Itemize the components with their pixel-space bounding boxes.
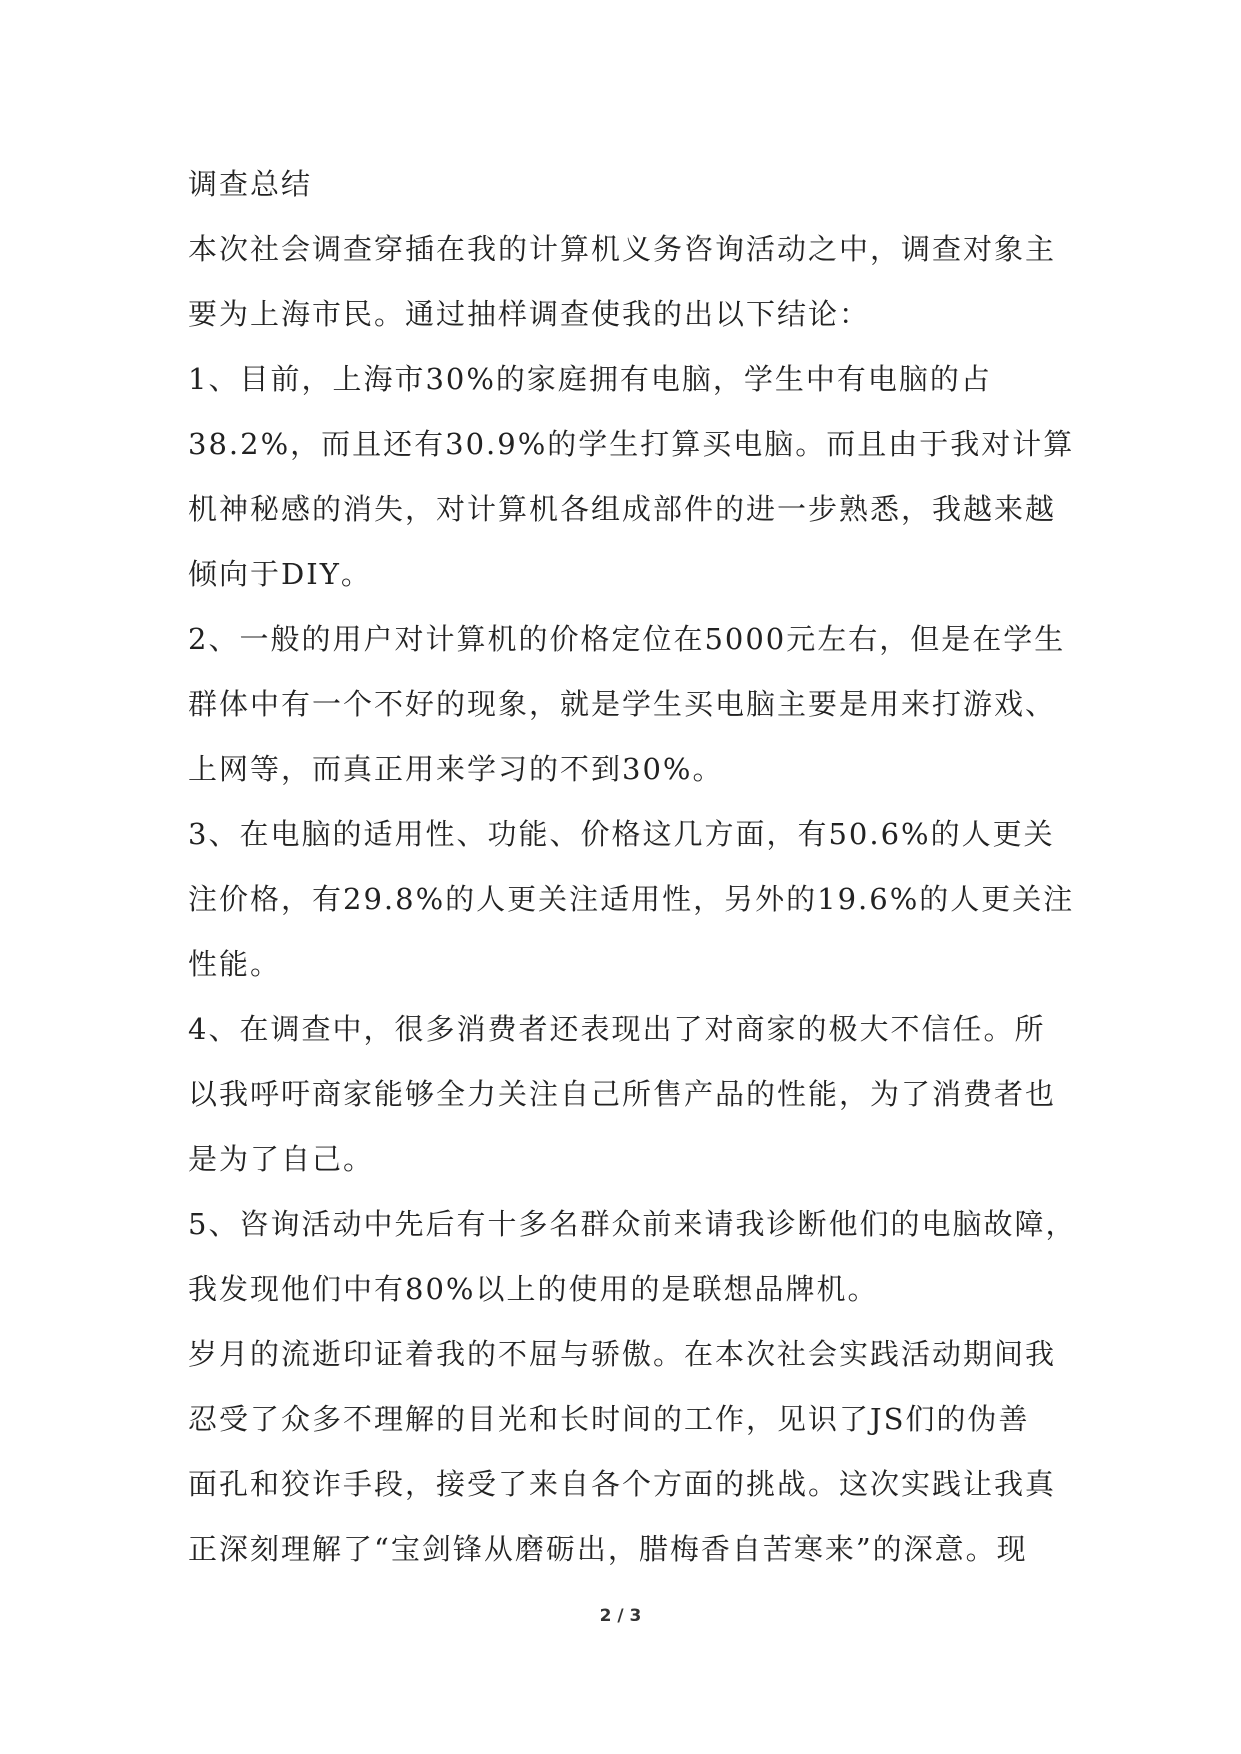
text-line: 要为上海市民。通过抽样调查使我的出以下结论： — [188, 297, 871, 331]
text-line: 群体中有一个不好的现象，就是学生买电脑主要是用来打游戏、 — [188, 687, 1057, 721]
text-line: 倾向于DIY。 — [188, 557, 372, 591]
text-line: 3、在电脑的适用性、功能、价格这几方面，有50.6%的人更关 — [188, 817, 1055, 851]
text-line: 面孔和狡诈手段，接受了来自各个方面的挑战。这次实践让我真 — [188, 1467, 1057, 1501]
text-line: 上网等，而真正用来学习的不到30%。 — [188, 752, 724, 786]
text-line: 正深刻理解了“宝剑锋从磨砺出，腊梅香自苦寒来”的深意。现 — [188, 1532, 1028, 1566]
text-line: 忍受了众多不理解的目光和长时间的工作，见识了JS们的伪善 — [188, 1402, 1030, 1436]
page-number: 2 / 3 — [599, 1606, 642, 1626]
text-line: 4、在调查中，很多消费者还表现出了对商家的极大不信任。所 — [188, 1012, 1046, 1046]
text-line: 机神秘感的消失，对计算机各组成部件的进一步熟悉，我越来越 — [188, 492, 1057, 526]
text-line: 我发现他们中有80%以上的使用的是联想品牌机。 — [188, 1272, 879, 1306]
text-line: 本次社会调查穿插在我的计算机义务咨询活动之中，调查对象主 — [188, 232, 1057, 266]
heading-line: 调查总结 — [188, 167, 313, 201]
text-line: 38.2%，而且还有30.9%的学生打算买电脑。而且由于我对计算 — [188, 427, 1075, 461]
text-line: 1、目前，上海市30%的家庭拥有电脑，学生中有电脑的占 — [188, 362, 992, 396]
document-body — [188, 152, 1077, 1582]
text-line: 5、咨询活动中先后有十多名群众前来请我诊断他们的电脑故障， — [188, 1207, 1077, 1241]
text-line: 以我呼吁商家能够全力关注自己所售产品的性能，为了消费者也 — [188, 1077, 1057, 1111]
text-line: 注价格，有29.8%的人更关注适用性，另外的19.6%的人更关注 — [188, 882, 1075, 916]
text-line: 2、一般的用户对计算机的价格定位在5000元左右，但是在学生 — [188, 622, 1066, 656]
text-line: 性能。 — [188, 947, 282, 981]
text-line: 岁月的流逝印证着我的不屈与骄傲。在本次社会实践活动期间我 — [188, 1337, 1057, 1371]
text-line: 是为了自己。 — [188, 1142, 375, 1176]
